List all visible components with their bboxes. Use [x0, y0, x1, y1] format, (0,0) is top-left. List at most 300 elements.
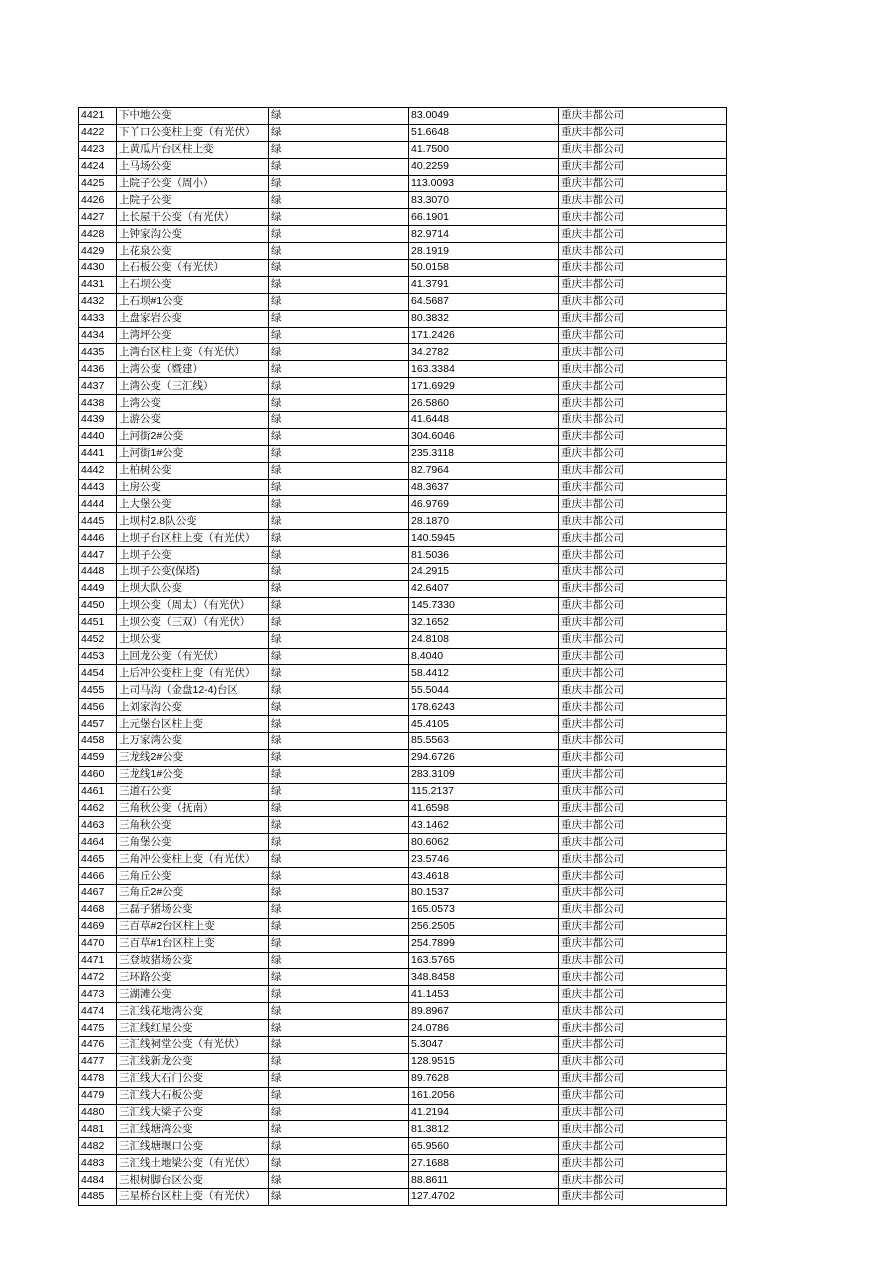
cell-name: 三百草#2台区柱上变 [117, 918, 269, 935]
cell-name: 上万家湾公变 [117, 732, 269, 749]
cell-value: 256.2505 [409, 918, 559, 935]
cell-name: 三磊子猪场公变 [117, 901, 269, 918]
cell-value: 55.5044 [409, 682, 559, 699]
cell-status: 绿 [269, 851, 409, 868]
cell-name: 上河街2#公变 [117, 428, 269, 445]
cell-status: 绿 [269, 243, 409, 260]
cell-name: 上马场公变 [117, 158, 269, 175]
cell-status: 绿 [269, 597, 409, 614]
table-row [79, 547, 727, 564]
table-row [79, 1155, 727, 1172]
cell-value: 5.3047 [409, 1036, 559, 1053]
cell-status: 绿 [269, 580, 409, 597]
cell-name: 上坝公变 [117, 631, 269, 648]
cell-name: 上刘家沟公变 [117, 699, 269, 716]
cell-id: 4422 [79, 124, 117, 141]
cell-company: 重庆丰都公司 [559, 766, 727, 783]
table-row [79, 1053, 727, 1070]
cell-company: 重庆丰都公司 [559, 243, 727, 260]
cell-status: 绿 [269, 479, 409, 496]
cell-status: 绿 [269, 901, 409, 918]
cell-name: 三龙线2#公变 [117, 749, 269, 766]
table-row [79, 1087, 727, 1104]
cell-name: 三湖滩公变 [117, 986, 269, 1003]
cell-company: 重庆丰都公司 [559, 935, 727, 952]
cell-id: 4440 [79, 428, 117, 445]
table-row [79, 496, 727, 513]
cell-status: 绿 [269, 412, 409, 429]
cell-company: 重庆丰都公司 [559, 496, 727, 513]
cell-company: 重庆丰都公司 [559, 597, 727, 614]
cell-id: 4425 [79, 175, 117, 192]
cell-company: 重庆丰都公司 [559, 547, 727, 564]
table-row [79, 800, 727, 817]
cell-name: 三汇线花地湾公变 [117, 1003, 269, 1020]
cell-status: 绿 [269, 276, 409, 293]
cell-name: 上坝公变（三双）（有光伏） [117, 614, 269, 631]
cell-name: 上坝子公变 [117, 547, 269, 564]
cell-status: 绿 [269, 986, 409, 1003]
cell-name: 上钟家沟公变 [117, 226, 269, 243]
cell-status: 绿 [269, 766, 409, 783]
cell-value: 48.3637 [409, 479, 559, 496]
cell-company: 重庆丰都公司 [559, 175, 727, 192]
cell-value: 32.1652 [409, 614, 559, 631]
cell-company: 重庆丰都公司 [559, 479, 727, 496]
cell-value: 83.3070 [409, 192, 559, 209]
cell-id: 4475 [79, 1020, 117, 1037]
cell-status: 绿 [269, 1053, 409, 1070]
cell-name: 上坝公变（周太）（有光伏） [117, 597, 269, 614]
cell-status: 绿 [269, 293, 409, 310]
cell-company: 重庆丰都公司 [559, 1003, 727, 1020]
cell-status: 绿 [269, 344, 409, 361]
cell-name: 三根树脚台区公变 [117, 1172, 269, 1189]
cell-name: 三汇线红星公变 [117, 1020, 269, 1037]
cell-company: 重庆丰都公司 [559, 344, 727, 361]
cell-status: 绿 [269, 327, 409, 344]
cell-status: 绿 [269, 952, 409, 969]
cell-id: 4436 [79, 361, 117, 378]
cell-id: 4439 [79, 412, 117, 429]
table-row [79, 276, 727, 293]
cell-status: 绿 [269, 648, 409, 665]
cell-id: 4476 [79, 1036, 117, 1053]
table-row [79, 445, 727, 462]
cell-company: 重庆丰都公司 [559, 327, 727, 344]
cell-value: 163.5765 [409, 952, 559, 969]
cell-name: 三汇线祠堂公变（有光伏） [117, 1036, 269, 1053]
cell-name: 上黄瓜片台区柱上变 [117, 141, 269, 158]
table-row [79, 124, 727, 141]
cell-name: 下中地公变 [117, 108, 269, 125]
cell-company: 重庆丰都公司 [559, 834, 727, 851]
cell-name: 三角丘公变 [117, 868, 269, 885]
table-row [79, 462, 727, 479]
cell-company: 重庆丰都公司 [559, 226, 727, 243]
cell-id: 4432 [79, 293, 117, 310]
table-row [79, 378, 727, 395]
cell-value: 294.6726 [409, 749, 559, 766]
cell-status: 绿 [269, 783, 409, 800]
cell-name: 三汇线大石板公变 [117, 1087, 269, 1104]
cell-name: 三百草#1台区柱上变 [117, 935, 269, 952]
cell-id: 4456 [79, 699, 117, 716]
table-row [79, 631, 727, 648]
cell-company: 重庆丰都公司 [559, 1087, 727, 1104]
cell-company: 重庆丰都公司 [559, 361, 727, 378]
cell-status: 绿 [269, 496, 409, 513]
cell-id: 4445 [79, 513, 117, 530]
cell-value: 46.9769 [409, 496, 559, 513]
table-row [79, 614, 727, 631]
table-row [79, 226, 727, 243]
cell-company: 重庆丰都公司 [559, 868, 727, 885]
cell-status: 绿 [269, 260, 409, 277]
cell-company: 重庆丰都公司 [559, 969, 727, 986]
table-row [79, 260, 727, 277]
cell-status: 绿 [269, 226, 409, 243]
cell-id: 4480 [79, 1104, 117, 1121]
transformer-data-table [78, 107, 727, 1206]
cell-name: 上院子公变 [117, 192, 269, 209]
cell-name: 上石坝#1公变 [117, 293, 269, 310]
cell-value: 41.6448 [409, 412, 559, 429]
cell-status: 绿 [269, 108, 409, 125]
cell-id: 4465 [79, 851, 117, 868]
cell-value: 165.0573 [409, 901, 559, 918]
table-row [79, 1121, 727, 1138]
cell-name: 上坝村2.8队公变 [117, 513, 269, 530]
cell-name: 上大堡公变 [117, 496, 269, 513]
table-row [79, 395, 727, 412]
cell-id: 4427 [79, 209, 117, 226]
cell-value: 45.4105 [409, 716, 559, 733]
table-row [79, 361, 727, 378]
cell-value: 115.2137 [409, 783, 559, 800]
cell-value: 178.6243 [409, 699, 559, 716]
table-row [79, 108, 727, 125]
cell-company: 重庆丰都公司 [559, 260, 727, 277]
cell-status: 绿 [269, 378, 409, 395]
cell-company: 重庆丰都公司 [559, 648, 727, 665]
table-row [79, 969, 727, 986]
table-row [79, 1104, 727, 1121]
cell-status: 绿 [269, 918, 409, 935]
cell-status: 绿 [269, 834, 409, 851]
cell-id: 4424 [79, 158, 117, 175]
table-row [79, 732, 727, 749]
cell-value: 171.2426 [409, 327, 559, 344]
cell-name: 三汇线大石门公变 [117, 1070, 269, 1087]
cell-id: 4442 [79, 462, 117, 479]
cell-name: 三汇线塘湾公变 [117, 1121, 269, 1138]
cell-company: 重庆丰都公司 [559, 580, 727, 597]
cell-status: 绿 [269, 935, 409, 952]
cell-status: 绿 [269, 124, 409, 141]
cell-company: 重庆丰都公司 [559, 1138, 727, 1155]
cell-value: 145.7330 [409, 597, 559, 614]
table-row [79, 665, 727, 682]
cell-value: 51.6648 [409, 124, 559, 141]
table-row [79, 564, 727, 581]
table-row [79, 597, 727, 614]
cell-company: 重庆丰都公司 [559, 665, 727, 682]
cell-value: 41.2194 [409, 1104, 559, 1121]
cell-status: 绿 [269, 462, 409, 479]
cell-name: 三道石公变 [117, 783, 269, 800]
cell-company: 重庆丰都公司 [559, 884, 727, 901]
cell-value: 89.8967 [409, 1003, 559, 1020]
cell-status: 绿 [269, 1121, 409, 1138]
cell-id: 4457 [79, 716, 117, 733]
cell-status: 绿 [269, 699, 409, 716]
cell-company: 重庆丰都公司 [559, 276, 727, 293]
cell-id: 4460 [79, 766, 117, 783]
cell-company: 重庆丰都公司 [559, 209, 727, 226]
table-row [79, 868, 727, 885]
cell-company: 重庆丰都公司 [559, 749, 727, 766]
cell-name: 上院子公变（周小） [117, 175, 269, 192]
cell-name: 三角秋公变（抚南） [117, 800, 269, 817]
cell-value: 41.6598 [409, 800, 559, 817]
cell-name: 上后冲公变柱上变（有光伏） [117, 665, 269, 682]
cell-id: 4468 [79, 901, 117, 918]
cell-name: 上湾公变（三汇线） [117, 378, 269, 395]
cell-company: 重庆丰都公司 [559, 699, 727, 716]
cell-value: 140.5945 [409, 530, 559, 547]
cell-name: 三汇线大梁子公变 [117, 1104, 269, 1121]
cell-id: 4458 [79, 732, 117, 749]
cell-status: 绿 [269, 428, 409, 445]
cell-company: 重庆丰都公司 [559, 564, 727, 581]
cell-id: 4454 [79, 665, 117, 682]
table-body [79, 108, 727, 1206]
cell-value: 41.1453 [409, 986, 559, 1003]
cell-status: 绿 [269, 868, 409, 885]
cell-company: 重庆丰都公司 [559, 192, 727, 209]
cell-name: 上柏树公变 [117, 462, 269, 479]
table-row [79, 1189, 727, 1206]
table-row [79, 834, 727, 851]
cell-status: 绿 [269, 1138, 409, 1155]
cell-value: 82.9714 [409, 226, 559, 243]
cell-id: 4461 [79, 783, 117, 800]
cell-value: 66.1901 [409, 209, 559, 226]
cell-name: 上坝大队公变 [117, 580, 269, 597]
cell-value: 8.4040 [409, 648, 559, 665]
cell-status: 绿 [269, 1087, 409, 1104]
cell-company: 重庆丰都公司 [559, 851, 727, 868]
cell-company: 重庆丰都公司 [559, 445, 727, 462]
cell-company: 重庆丰都公司 [559, 412, 727, 429]
cell-name: 三星桥台区柱上变（有光伏） [117, 1189, 269, 1206]
table-row [79, 327, 727, 344]
cell-value: 304.6046 [409, 428, 559, 445]
table-row [79, 766, 727, 783]
cell-company: 重庆丰都公司 [559, 310, 727, 327]
cell-company: 重庆丰都公司 [559, 716, 727, 733]
cell-company: 重庆丰都公司 [559, 1104, 727, 1121]
cell-value: 113.0093 [409, 175, 559, 192]
cell-name: 上湾坪公变 [117, 327, 269, 344]
cell-status: 绿 [269, 1104, 409, 1121]
cell-value: 28.1870 [409, 513, 559, 530]
cell-name: 上湾公变 [117, 395, 269, 412]
table-row [79, 192, 727, 209]
cell-id: 4430 [79, 260, 117, 277]
cell-company: 重庆丰都公司 [559, 901, 727, 918]
cell-company: 重庆丰都公司 [559, 462, 727, 479]
cell-company: 重庆丰都公司 [559, 141, 727, 158]
cell-value: 80.6062 [409, 834, 559, 851]
cell-company: 重庆丰都公司 [559, 1053, 727, 1070]
cell-status: 绿 [269, 1189, 409, 1206]
cell-company: 重庆丰都公司 [559, 530, 727, 547]
cell-status: 绿 [269, 1003, 409, 1020]
cell-status: 绿 [269, 192, 409, 209]
cell-company: 重庆丰都公司 [559, 1020, 727, 1037]
cell-value: 88.8611 [409, 1172, 559, 1189]
table-row [79, 935, 727, 952]
cell-status: 绿 [269, 1155, 409, 1172]
cell-id: 4447 [79, 547, 117, 564]
cell-id: 4450 [79, 597, 117, 614]
cell-value: 58.4412 [409, 665, 559, 682]
cell-company: 重庆丰都公司 [559, 1172, 727, 1189]
cell-company: 重庆丰都公司 [559, 1189, 727, 1206]
cell-value: 81.3812 [409, 1121, 559, 1138]
cell-status: 绿 [269, 175, 409, 192]
cell-name: 三角丘2#公变 [117, 884, 269, 901]
cell-name: 三角冲公变柱上变（有光伏） [117, 851, 269, 868]
table-row [79, 918, 727, 935]
cell-value: 80.1537 [409, 884, 559, 901]
cell-id: 4438 [79, 395, 117, 412]
cell-value: 50.0158 [409, 260, 559, 277]
cell-status: 绿 [269, 395, 409, 412]
cell-id: 4421 [79, 108, 117, 125]
cell-status: 绿 [269, 614, 409, 631]
cell-id: 4474 [79, 1003, 117, 1020]
cell-id: 4479 [79, 1087, 117, 1104]
cell-id: 4446 [79, 530, 117, 547]
cell-id: 4481 [79, 1121, 117, 1138]
cell-company: 重庆丰都公司 [559, 428, 727, 445]
cell-id: 4484 [79, 1172, 117, 1189]
cell-value: 41.7500 [409, 141, 559, 158]
table-row [79, 749, 727, 766]
cell-name: 上湾台区柱上变（有光伏） [117, 344, 269, 361]
table-row [79, 530, 727, 547]
cell-id: 4483 [79, 1155, 117, 1172]
cell-value: 65.9560 [409, 1138, 559, 1155]
table-row [79, 817, 727, 834]
cell-value: 23.5746 [409, 851, 559, 868]
cell-company: 重庆丰都公司 [559, 800, 727, 817]
table-row [79, 158, 727, 175]
cell-status: 绿 [269, 716, 409, 733]
cell-name: 上湾公变（暨建） [117, 361, 269, 378]
cell-id: 4441 [79, 445, 117, 462]
cell-value: 128.9515 [409, 1053, 559, 1070]
cell-id: 4449 [79, 580, 117, 597]
cell-company: 重庆丰都公司 [559, 293, 727, 310]
cell-status: 绿 [269, 800, 409, 817]
cell-name: 上元堡台区柱上变 [117, 716, 269, 733]
table-row [79, 884, 727, 901]
table-row [79, 1172, 727, 1189]
cell-value: 27.1688 [409, 1155, 559, 1172]
cell-value: 82.7964 [409, 462, 559, 479]
cell-value: 235.3118 [409, 445, 559, 462]
cell-company: 重庆丰都公司 [559, 1036, 727, 1053]
cell-id: 4463 [79, 817, 117, 834]
cell-company: 重庆丰都公司 [559, 817, 727, 834]
cell-name: 三汇线塘堰口公变 [117, 1138, 269, 1155]
cell-status: 绿 [269, 547, 409, 564]
cell-value: 40.2259 [409, 158, 559, 175]
table-row [79, 293, 727, 310]
cell-id: 4464 [79, 834, 117, 851]
table-row [79, 901, 727, 918]
cell-name: 三汇线新龙公变 [117, 1053, 269, 1070]
cell-status: 绿 [269, 884, 409, 901]
table-row [79, 428, 727, 445]
cell-id: 4451 [79, 614, 117, 631]
cell-company: 重庆丰都公司 [559, 631, 727, 648]
cell-company: 重庆丰都公司 [559, 124, 727, 141]
cell-name: 上花泉公变 [117, 243, 269, 260]
cell-id: 4434 [79, 327, 117, 344]
cell-status: 绿 [269, 141, 409, 158]
cell-id: 4459 [79, 749, 117, 766]
table-row [79, 851, 727, 868]
table-row [79, 986, 727, 1003]
cell-status: 绿 [269, 749, 409, 766]
cell-id: 4485 [79, 1189, 117, 1206]
cell-id: 4467 [79, 884, 117, 901]
cell-name: 上石坝公变 [117, 276, 269, 293]
cell-id: 4452 [79, 631, 117, 648]
cell-status: 绿 [269, 1020, 409, 1037]
cell-id: 4429 [79, 243, 117, 260]
table-row [79, 783, 727, 800]
cell-company: 重庆丰都公司 [559, 108, 727, 125]
cell-value: 41.3791 [409, 276, 559, 293]
cell-id: 4472 [79, 969, 117, 986]
cell-id: 4482 [79, 1138, 117, 1155]
cell-status: 绿 [269, 513, 409, 530]
cell-company: 重庆丰都公司 [559, 158, 727, 175]
cell-value: 161.2056 [409, 1087, 559, 1104]
cell-name: 三角秋公变 [117, 817, 269, 834]
cell-status: 绿 [269, 631, 409, 648]
table-row [79, 175, 727, 192]
cell-status: 绿 [269, 445, 409, 462]
cell-name: 上司马沟（金盘12-4)台区 [117, 682, 269, 699]
table-row [79, 513, 727, 530]
cell-id: 4437 [79, 378, 117, 395]
cell-company: 重庆丰都公司 [559, 1070, 727, 1087]
table-row [79, 209, 727, 226]
cell-value: 283.3109 [409, 766, 559, 783]
cell-status: 绿 [269, 665, 409, 682]
cell-value: 26.5860 [409, 395, 559, 412]
cell-company: 重庆丰都公司 [559, 682, 727, 699]
cell-value: 89.7628 [409, 1070, 559, 1087]
cell-value: 171.6929 [409, 378, 559, 395]
